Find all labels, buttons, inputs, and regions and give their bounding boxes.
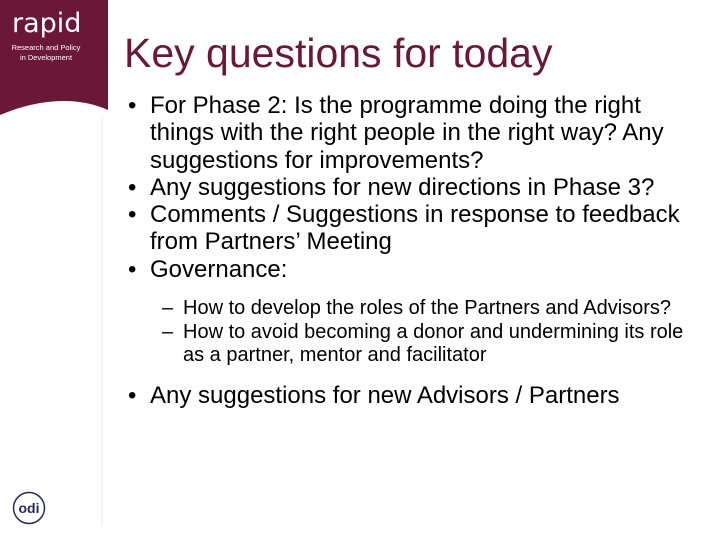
bullet-item xyxy=(122,256,702,283)
bullet-item xyxy=(122,201,702,256)
logo-wordmark: rapid xyxy=(12,8,82,39)
sub-bullet-item xyxy=(122,321,702,368)
sub-bullet-list xyxy=(122,297,702,368)
bullet-text: Any suggestions for new directions in Phase 3? xyxy=(150,173,655,201)
bullet-item xyxy=(122,174,702,201)
logo-tagline-line1: Research and Policy xyxy=(11,43,81,52)
bullet-text: Governance: xyxy=(150,255,288,283)
logo-tagline xyxy=(6,43,86,63)
slide-title: Key questions for today xyxy=(124,30,553,76)
sub-bullet-text: How to develop the roles of the Partners and Advisors? xyxy=(183,297,672,320)
bullet-item xyxy=(122,92,702,174)
bullet-marker: • xyxy=(128,173,137,201)
slide-content xyxy=(122,92,702,409)
odi-logo-text: odi xyxy=(18,500,40,516)
bullet-item xyxy=(122,382,702,409)
logo-tagline-line2: in Development xyxy=(19,53,73,62)
sub-bullet-item xyxy=(122,297,702,321)
sub-bullet-marker: – xyxy=(162,320,174,343)
sub-bullet-marker: – xyxy=(162,297,174,320)
odi-logo xyxy=(9,491,51,525)
bullet-text: Any suggestions for new Advisors / Partners xyxy=(150,381,620,409)
bullet-marker: • xyxy=(128,92,137,119)
bullet-marker: • xyxy=(128,381,137,409)
bullet-text: Comments / Suggestions in response to feedback from Partners’ Meeting xyxy=(150,201,680,256)
bullet-marker: • xyxy=(128,201,137,229)
bullet-text: For Phase 2: Is the programme doing the right things with the right people in the right way? Any suggestions for improvements? xyxy=(150,92,664,174)
rapid-logo xyxy=(0,0,108,110)
bullet-marker: • xyxy=(128,255,137,283)
sidebar xyxy=(0,0,108,540)
sub-bullet-text: How to avoid becoming a donor and undermining its role as a partner, mentor and facilitator xyxy=(183,320,684,367)
